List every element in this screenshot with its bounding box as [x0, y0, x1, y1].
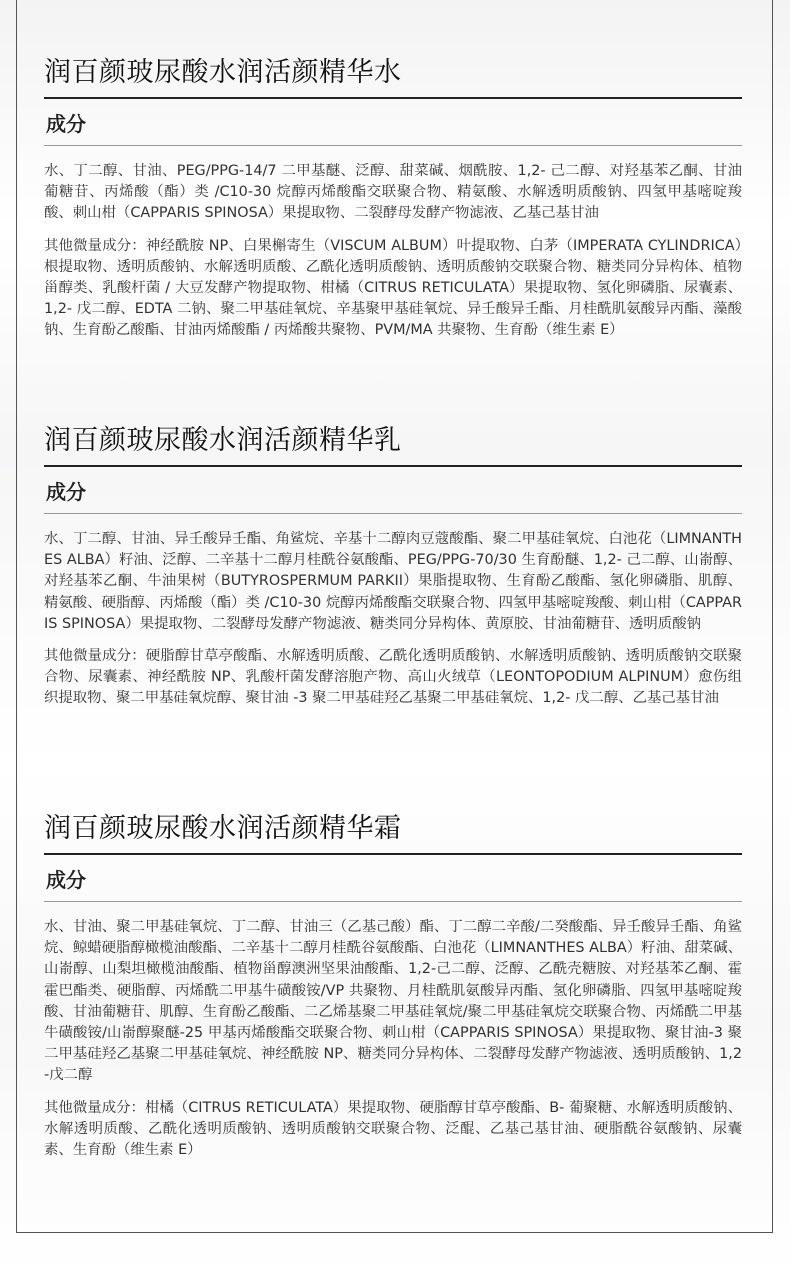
ingredients-list: 水、丁二醇、甘油、PEG/PPG-14/7 二甲基醚、泛醇、甜菜碱、烟酰胺、1,2- 己二醇、对羟基苯乙酮、甘油葡糖苷、丙烯酸（酯）类 /C10-30 烷醇丙烯酸酯交联聚合物、精氨酸、水解透明质酸钠、四氢甲基嘧啶羧酸、刺山柑（CAPPARIS SPINOSA）果提取物、二裂酵母发酵产物滤液、乙基己基甘油 — [44, 163, 742, 222]
minor-ingredients-list: 其他微量成分：硬脂醇甘草亭酸酯、水解透明质酸、乙酰化透明质酸钠、水解透明质酸钠、透明质酸钠交联聚合物、尿囊素、神经酰胺 NP、乳酸杆菌发酵溶胞产物、高山火绒草（LEONTOPODIUM ALPINUM）愈伤组织提取物、聚二甲基硅氧烷醇、聚甘油 -3 聚二甲基硅羟乙基聚二甲基硅氧烷、1,2- 戊二醇、乙基己基甘油 — [44, 648, 742, 707]
ingredients-list: 水、丁二醇、甘油、异壬酸异壬酯、角鲨烷、辛基十二醇肉豆蔻酸酯、聚二甲基硅氧烷、白池花（LIMNANTHES ALBA）籽油、泛醇、二辛基十二醇月桂酰谷氨酸酯、PEG/PPG-70/30 生育酚醚、1,2- 己二醇、山嵛醇、对羟基苯乙酮、牛油果树（BUTYROSPERMUM PARKII）果脂提取物、生育酚乙酸酯、氢化卵磷脂、肌醇、精氨酸、硬脂醇、丙烯酸（酯）类 /C10-30 烷醇丙烯酸酯交联聚合物、四氢甲基嘧啶羧酸、刺山柑（CAPPARIS SPINOSA）果提取物、二裂酵母发酵产物滤液、糖类同分异构体、黄原胶、甘油葡糖苷、透明质酸钠 — [44, 531, 742, 632]
section-subtitle: 成分 — [44, 99, 742, 146]
minor-ingredients-list: 其他微量成分：神经酰胺 NP、白果槲寄生（VISCUM ALBUM）叶提取物、白茅（IMPERATA CYLINDRICA）根提取物、透明质酸钠、水解透明质酸、乙酰化透明质酸钠、透明质酸钠交联聚合物、糖类同分异构体、植物甾醇类、乳酸杆菌 / 大豆发酵产物提取物、柑橘（CITRUS RETICULATA）果提取物、氢化卵磷脂、尿囊素、1,2- 戊二醇、EDTA 二钠、聚二甲基硅氧烷、辛基聚甲基硅氧烷、异壬酸异壬酯、月桂酰肌氨酸异丙酯、藻酸钠、生育酚乙酸酯、甘油丙烯酸酯 / 丙烯酸共聚物、PVM/MA 共聚物、生育酚（维生素 E） — [44, 237, 742, 339]
section-title: 润百颜玻尿酸水润活颜精华霜 — [44, 811, 742, 855]
section-essence-cream — [44, 811, 742, 1161]
ingredients-list: 水、甘油、聚二甲基硅氧烷、丁二醇、甘油三（乙基己酸）酯、丁二醇二辛酸/二癸酸酯、异壬酸异壬酯、角鲨烷、鲸蜡硬脂醇橄榄油酸酯、二辛基十二醇月桂酰谷氨酸酯、白池花（LIMNANTHES ALBA）籽油、甜菜碱、山嵛醇、山梨坦橄榄油酸酯、植物甾醇澳洲坚果油酸酯、1,2-己二醇、泛醇、乙酰壳糖胺、对羟基苯乙酮、霍霍巴酯类、硬脂醇、丙烯酰二甲基牛磺酸铵/VP 共聚物、月桂酰肌氨酸异丙酯、氢化卵磷脂、四氢甲基嘧啶羧酸、甘油葡糖苷、肌醇、生育酚乙酸酯、二乙烯基聚二甲基硅氧烷/聚二甲基硅氧烷交联聚合物、丙烯酰二甲基牛磺酸铵/山嵛醇聚醚-25 甲基丙烯酸酯交联聚合物、刺山柑（CAPPARIS SPINOSA）果提取物、聚甘油-3 聚二甲基硅羟乙基聚二甲基硅氧烷、神经酰胺 NP、糖类同分异构体、二裂酵母发酵产物滤液、透明质酸钠、1,2-戊二醇 — [44, 919, 742, 1084]
section-essence-lotion — [44, 423, 742, 710]
section-subtitle: 成分 — [44, 855, 742, 902]
minor-ingredients-list: 其他微量成分：柑橘（CITRUS RETICULATA）果提取物、硬脂醇甘草亭酸酯、Β- 葡聚糖、水解透明质酸钠、水解透明质酸、乙酰化透明质酸钠、透明质酸钠交联聚合物、泛醌、乙基己基甘油、硬脂酰谷氨酸钠、尿囊素、生育酚（维生素 E） — [44, 1099, 742, 1159]
section-title: 润百颜玻尿酸水润活颜精华乳 — [44, 423, 742, 467]
section-title: 润百颜玻尿酸水润活颜精华水 — [44, 55, 742, 99]
section-subtitle: 成分 — [44, 467, 742, 514]
section-essence-water — [44, 55, 742, 342]
